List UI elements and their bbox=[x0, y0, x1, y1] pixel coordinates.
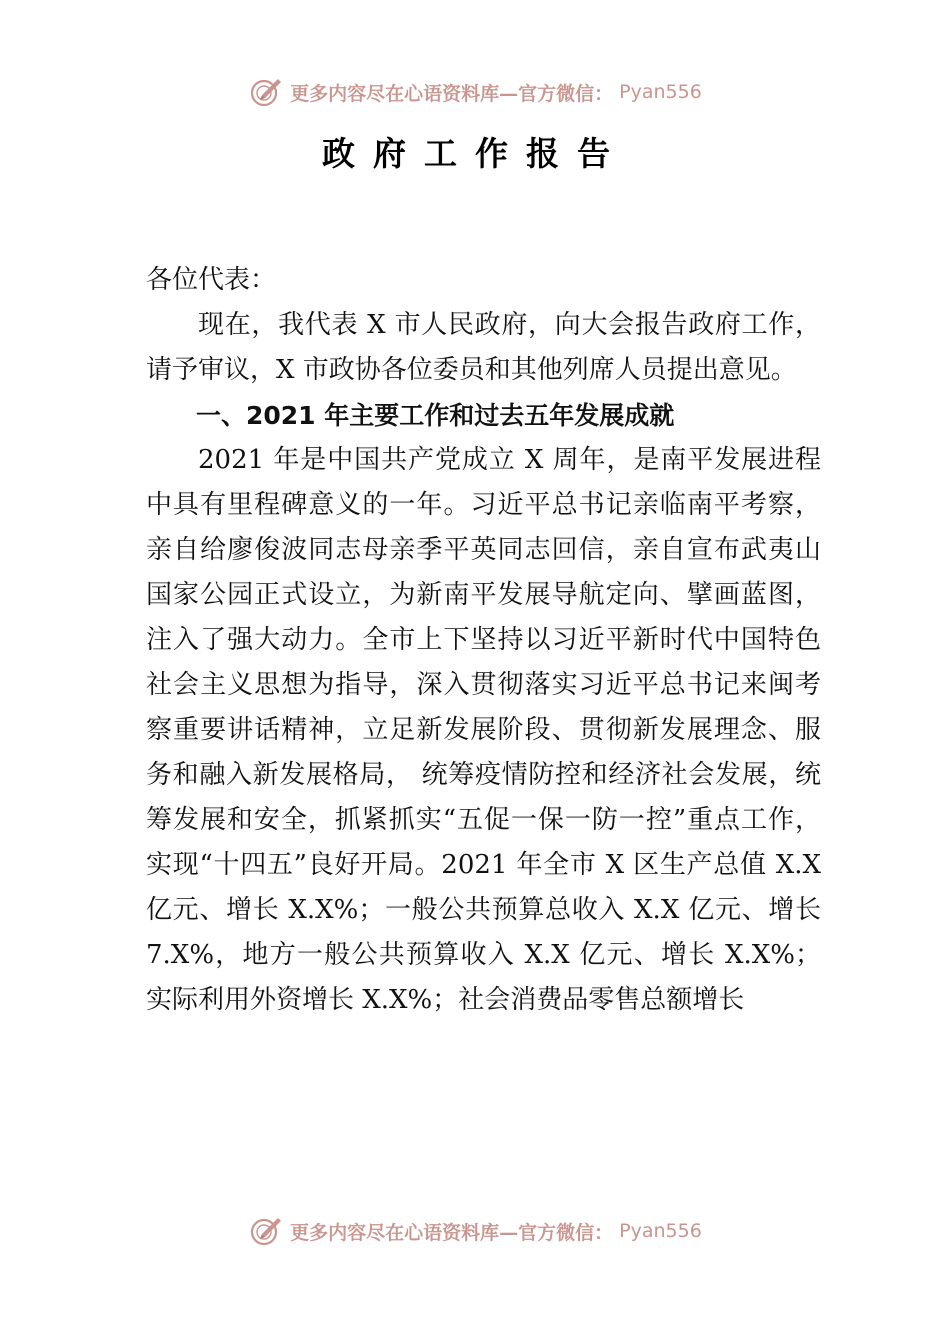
watermark-banner-top bbox=[0, 72, 950, 112]
watermark-banner-bottom bbox=[0, 1211, 950, 1251]
salutation: 各位代表： bbox=[146, 265, 277, 295]
watermark-wechat-id: Pyan556 bbox=[619, 81, 702, 103]
section-heading: 一、2021 年主要工作和过去五年发展成就 bbox=[196, 401, 675, 430]
pen-logo-icon bbox=[248, 1213, 284, 1249]
body-paragraph: 2021 年是中国共产党成立 X 周年，是南平发展进程中具有里程碑意义的一年。习近平总书记亲临南平考察，亲自给廖俊波同志母亲季平英同志回信，亲自宣布武夷山国家公园正式设立，为新南平发展导航定向、擘画蓝图，注入了强大动力。全市上下坚持以习近平新时代中国特色社会主义思想为指导，深入贯彻落实习近平总书记来闽考察重要讲话精神，立足新发展阶段、贯彻新发展理念、服务和融入新发展格局， 统筹疫情防控和经济社会发展，统筹发展和安全，抓紧抓实“五促一保一防一控”重点工作，实现“十四五”良好开局。2021 年全市 X 区生产总值 X.X 亿元、增长 X.X%；一般公共预算总收入 X.X 亿元、增长 7.X%，地方一般公共预算收入 X.X 亿元、增长 X.X%； 实际利用外资增长 X.X%；社会消费品零售总额增长 bbox=[146, 445, 821, 1015]
pen-logo-icon bbox=[248, 74, 284, 110]
watermark-text: 更多内容尽在心语资料库—官方微信： bbox=[290, 1221, 614, 1244]
watermark-wechat-id: Pyan556 bbox=[619, 1220, 702, 1242]
document-title: 政府工作报告 bbox=[322, 134, 628, 173]
intro-paragraph: 现在，我代表 X 市人民政府，向大会报告政府工作，请予审议，X 市政协各位委员和其他列席人员提出意见。 bbox=[146, 310, 821, 385]
document-body bbox=[146, 258, 821, 1023]
watermark-text: 更多内容尽在心语资料库—官方微信： bbox=[290, 82, 614, 105]
